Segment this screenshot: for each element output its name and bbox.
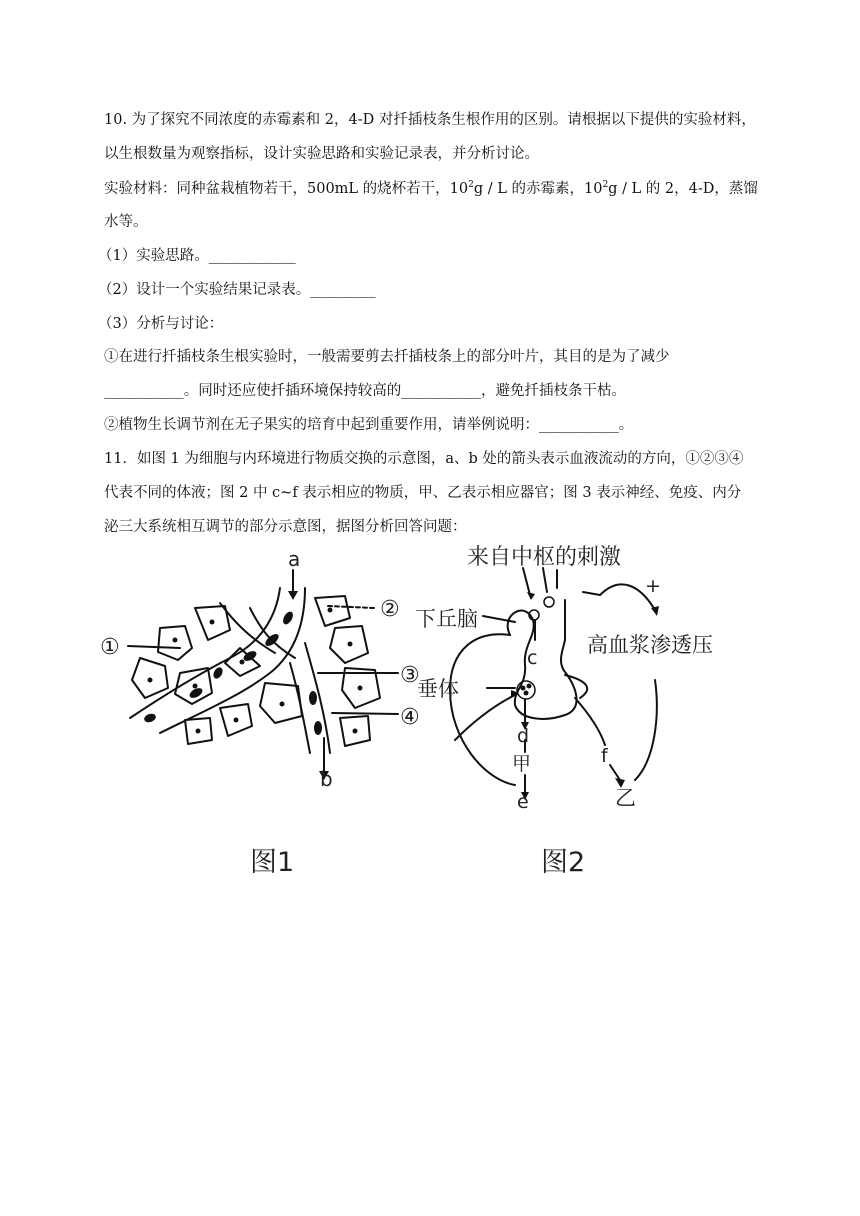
- label-osmotic: 高血浆渗透压: [587, 633, 713, 657]
- q11-line-1: 11．如图 1 为细胞与内环境进行物质交换的示意图，a、b 处的箭头表示血液流动的方向，①②③④: [104, 451, 744, 467]
- materials-text-2: g / L 的赤霉素，10: [473, 181, 603, 197]
- q10-materials-cont: 水等。: [104, 214, 148, 230]
- cell-nucleus: [173, 638, 178, 643]
- label-hypothalamus: 下丘脑: [415, 607, 478, 631]
- figure-1-diagram: [100, 548, 440, 798]
- pituitary-outline: [508, 600, 577, 719]
- materials-text-1: 实验材料：同种盆栽植物若干，500mL 的烧杯若干，10: [104, 181, 469, 197]
- leader-line-4: [332, 713, 398, 714]
- label-1: ①: [100, 635, 120, 660]
- arrow-f: [575, 698, 605, 745]
- feedback-loop-left: [450, 634, 515, 785]
- q10-discussion-1a: ①在进行扦插枝条生根实验时，一般需要剪去扦插枝条上的部分叶片，其目的是为了减少: [104, 349, 670, 365]
- red-blood-cell: [314, 721, 322, 735]
- label-2: ②: [380, 597, 400, 622]
- figure-2-caption: 图2: [541, 847, 586, 878]
- label-pituitary: 垂体: [417, 677, 459, 701]
- arrow-line: [583, 592, 600, 595]
- cell-nucleus: [280, 702, 285, 707]
- label-4: ④: [400, 705, 420, 730]
- q10-line-2: 以生根数量为观察指标，设计实验思路和实验记录表，并分析讨论。: [104, 146, 539, 162]
- pituitary-cell: [517, 681, 535, 699]
- q10-line-1: 10. 为了探究不同浓度的赤霉素和 2，4-D 对扦插枝条生根作用的区别。请根据以下提供的实验材料，: [104, 112, 756, 128]
- cell-nucleus: [328, 608, 333, 613]
- label-f: f: [601, 745, 608, 767]
- label-jia: 甲: [512, 753, 532, 775]
- label-3: ③: [400, 663, 420, 688]
- red-blood-cell: [309, 691, 317, 705]
- q10-discussion-1b: ___________。同时还应使扦插环境保持较高的___________，避免扦插枝条干枯。: [104, 383, 626, 399]
- q11-line-2: 代表不同的体液；图 2 中 c~f 表示相应的物质，甲、乙表示相应器官；图 3 表示神经、免疫、内分: [104, 485, 742, 501]
- feedback-loop-right: [635, 680, 657, 780]
- secretory-granule: [524, 691, 529, 696]
- stimulus-arrow: [543, 568, 547, 592]
- superscript: 2: [468, 180, 474, 191]
- cell-nucleus: [353, 729, 358, 734]
- cell-nucleus: [193, 684, 198, 689]
- neuron-cell-body: [544, 597, 554, 607]
- cell-nucleus: [348, 642, 353, 647]
- capillary-wall: [305, 643, 330, 753]
- red-blood-cell: [212, 666, 225, 680]
- stimulus-arrow: [523, 568, 530, 595]
- arrowhead: [527, 592, 535, 600]
- figure-2-diagram: [415, 540, 760, 815]
- figure-1-caption: 图1: [250, 847, 295, 878]
- materials-text-3: g / L 的 2，4-D，蒸馏: [608, 181, 758, 197]
- arrow-yi: [610, 765, 620, 780]
- label-stimulus: 来自中枢的刺激: [467, 545, 622, 570]
- label-d: d: [517, 725, 530, 747]
- label-b: b: [320, 767, 333, 791]
- red-blood-cell: [281, 610, 295, 626]
- arrowhead-a: [288, 591, 298, 600]
- q10-part-1: （1）实验思路。____________: [98, 248, 296, 264]
- label-plus: +: [645, 575, 661, 597]
- label-a: a: [288, 548, 301, 571]
- q11-line-3: 泌三大系统相互调节的部分示意图，据图分析回答问题：: [104, 519, 467, 535]
- red-blood-cell: [143, 712, 157, 724]
- capillary-wall: [160, 588, 305, 733]
- secretory-granule: [527, 684, 532, 689]
- cell-nucleus: [210, 620, 215, 625]
- arrowhead: [651, 606, 659, 616]
- q10-part-3: （3）分析与讨论：: [98, 316, 224, 332]
- q10-discussion-2: ②植物生长调节剂在无子果实的培育中起到重要作用，请举例说明：___________。: [104, 417, 634, 433]
- cell-nucleus: [234, 718, 239, 723]
- tissue-cell: [315, 596, 350, 626]
- secretory-granule: [521, 686, 526, 691]
- leader-line-2: [328, 606, 374, 608]
- label-c: c: [527, 647, 538, 669]
- cell-nucleus: [358, 686, 363, 691]
- label-yi: 乙: [615, 786, 636, 810]
- arrow-to-pituitary: [455, 695, 515, 740]
- q10-part-2: （2）设计一个实验结果记录表。_________: [98, 282, 376, 298]
- cell-nucleus: [148, 678, 153, 683]
- cell-nucleus: [240, 660, 245, 665]
- q10-materials: [104, 179, 758, 199]
- cell-nucleus: [196, 729, 201, 734]
- label-e: e: [517, 791, 529, 813]
- tissue-cell: [158, 626, 192, 660]
- superscript: 2: [602, 180, 609, 191]
- leader-line-1: [128, 646, 180, 648]
